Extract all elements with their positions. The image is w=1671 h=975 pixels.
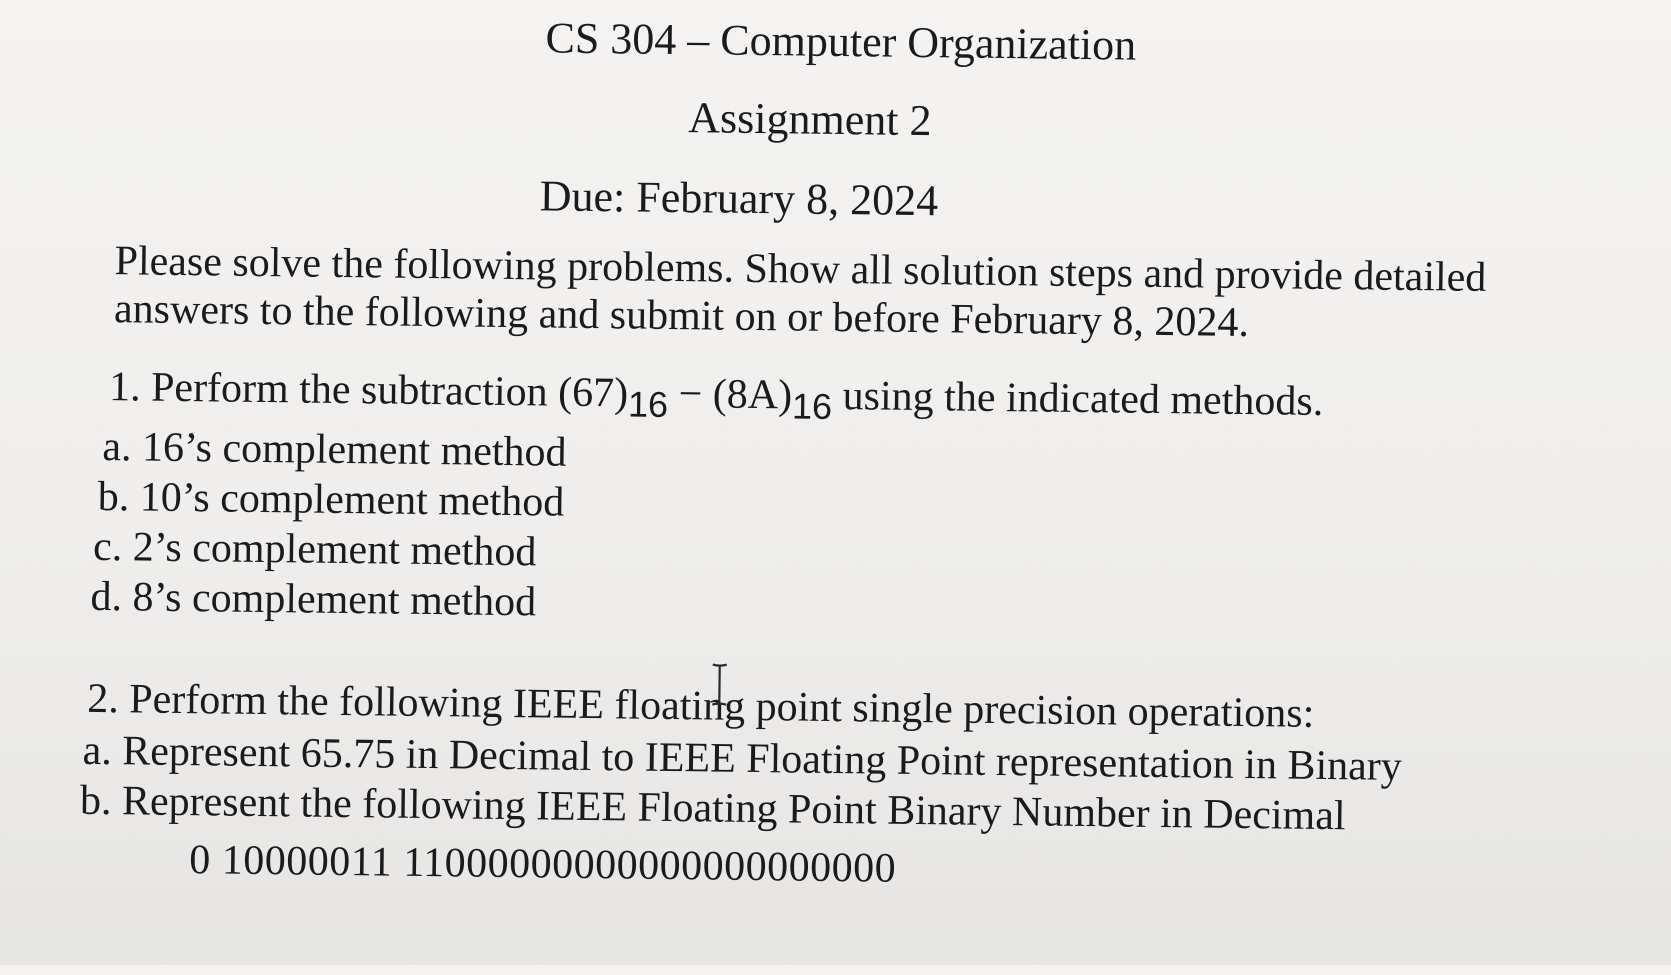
question-1-middle: − (8A) [667, 370, 793, 419]
question-1-part-b: b. 10’s complement method [97, 473, 565, 526]
question-1-suffix: using the indicated methods. [831, 372, 1324, 425]
text-cursor-icon [709, 662, 730, 706]
question-1-part-c: c. 2’s complement method [92, 523, 537, 576]
question-1-part-a: a. 16’s complement method [102, 424, 567, 476]
question-1-part-d: d. 8’s complement method [90, 573, 537, 626]
question-2-part-a: a. Represent 65.75 in Decimal to IEEE Floating Point representation in Binary [82, 727, 1403, 790]
assignment-number: Assignment 2 [688, 93, 932, 146]
course-title: CS 304 – Computer Organization [545, 13, 1137, 70]
ieee-binary-number: 0 10000011 11000000000000000000000 [189, 837, 897, 892]
question-2-part-b: b. Represent the following IEEE Floating Point Binary Number in Decimal [79, 777, 1346, 840]
due-date: Due: February 8, 2024 [539, 171, 939, 226]
instructions-line-1: Please solve the following problems. Show all solution steps and provide detailed [114, 238, 1487, 301]
question-1-prefix: 1. Perform the subtraction (67) [108, 364, 629, 417]
base-subscript-2: 16 [791, 385, 833, 427]
instructions-line-2: answers to the following and submit on or before February 8, 2024. [113, 286, 1250, 347]
base-subscript-1: 16 [627, 383, 669, 425]
question-1-stem [109, 363, 1324, 426]
instructions-paragraph [114, 237, 1615, 351]
question-2-stem: 2. Perform the following IEEE floating point single precision operations: [87, 675, 1315, 737]
